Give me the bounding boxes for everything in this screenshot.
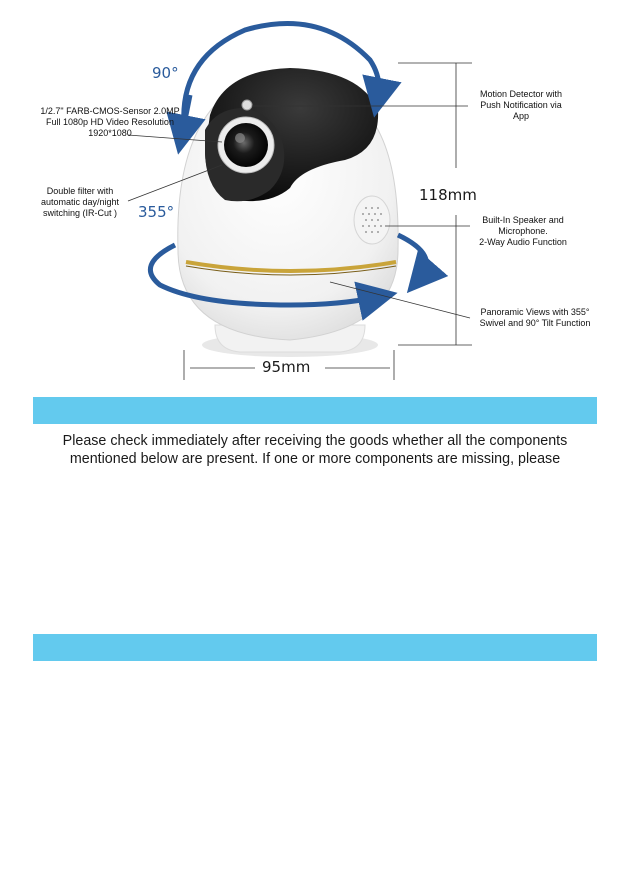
package-check-notice xyxy=(33,432,597,468)
callout-speaker: Built-In Speaker and Microphone. 2-Way Audio Function xyxy=(479,215,567,247)
notice-line-2: mentioned below are present. If one or more components are missing, please xyxy=(69,451,561,467)
speaker-grille xyxy=(354,196,390,244)
tilt-angle-label: 90° xyxy=(152,64,179,82)
height-dimension-label: 118mm xyxy=(419,186,477,204)
section-header-bar-2 xyxy=(33,634,597,661)
camera-lens xyxy=(224,123,268,167)
motion-sensor xyxy=(242,100,252,110)
width-dimension-label: 95mm xyxy=(262,358,311,376)
callout-sensor: 1/2.7" FARB-CMOS-Sensor 2.0MP Full 1080p HD Video Resolution 1920*1080 xyxy=(40,106,180,138)
pan-arrow-right xyxy=(398,235,426,278)
callout-panoramic: Panoramic Views with 355° Swivel and 90° Tilt Function xyxy=(479,307,591,328)
callout-filter: Double filter with automatic day/night switching (IR-Cut ) xyxy=(40,186,120,218)
notice-line-1: Please check immediately after receiving the goods whether all the components xyxy=(62,433,568,449)
section-header-bar-1 xyxy=(33,397,597,424)
pan-angle-label: 355° xyxy=(138,203,175,221)
product-figure xyxy=(0,0,629,390)
callout-motion: Motion Detector with Push Notification via App xyxy=(479,89,563,121)
